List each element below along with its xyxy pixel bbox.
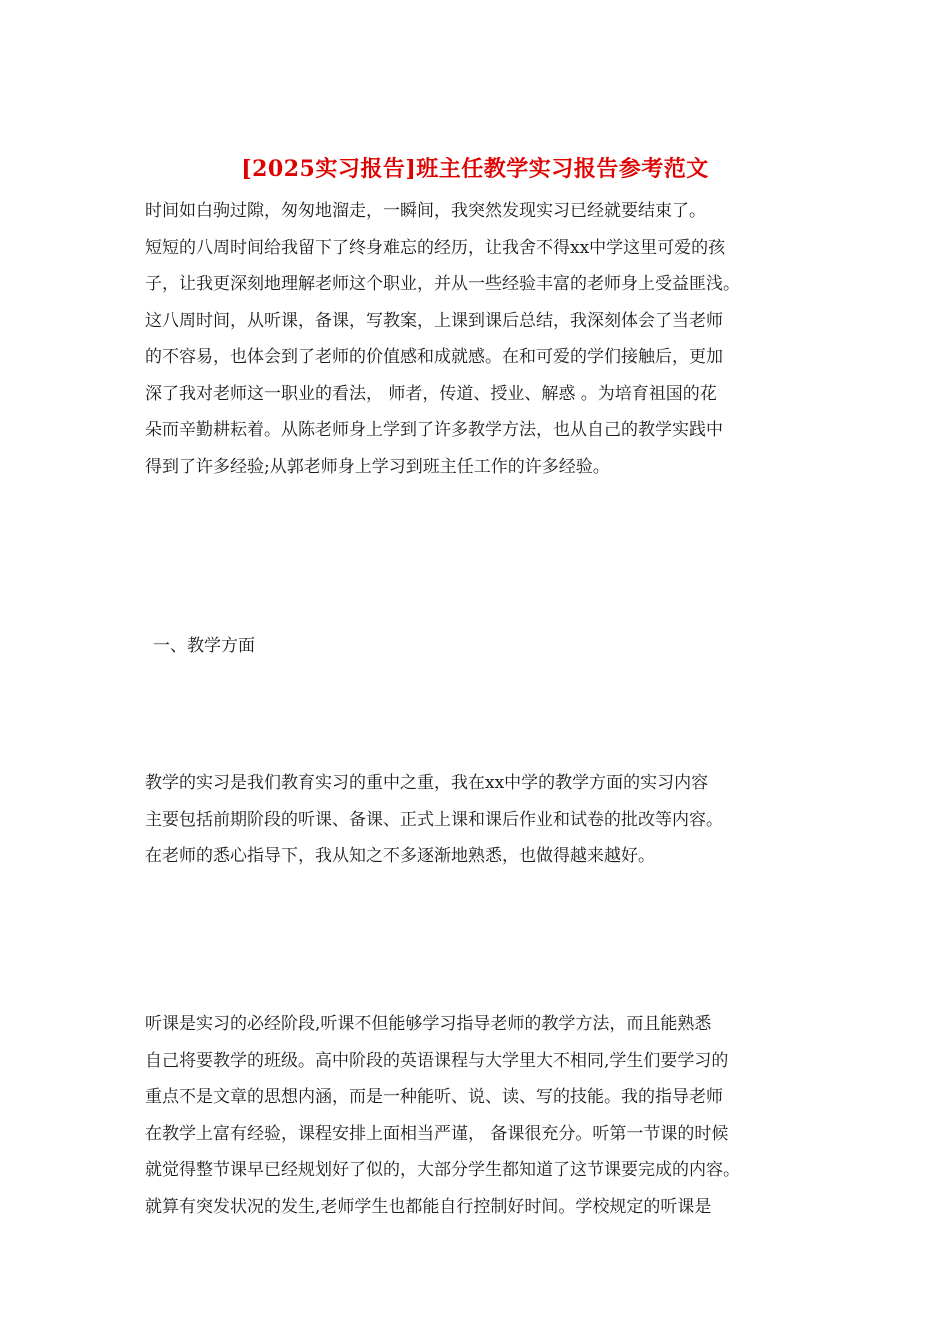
paragraph-line: 子，让我更深刻地理解老师这个职业，并从一些经验丰富的老师身上受益匪浅。: [145, 274, 740, 294]
teaching-paragraph: [145, 765, 810, 875]
paragraph-line: 的不容易，也体会到了老师的价值感和成就感。在和可爱的学们接触后，更加: [145, 347, 723, 367]
paragraph-line: 在教学上富有经验，课程安排上面相当严谨， 备课很充分。听第一节课的时候: [145, 1123, 729, 1144]
paragraph-line: 在老师的悉心指导下，我从知之不多逐渐地熟悉，也做得越来越好。: [145, 846, 655, 866]
paragraph-line: 这八周时间，从听课，备课，写教案，上课到课后总结，我深刻体会了当老师: [145, 310, 723, 331]
document-title: [2025实习报告]班主任教学实习报告参考范文: [241, 156, 709, 182]
paragraph-line: 短短的八周时间给我留下了终身难忘的经历，让我舍不得xx中学这里可爱的孩: [145, 237, 726, 258]
paragraph-line: 重点不是文章的思想内涵，而是一种能听、说、读、写的技能。我的指导老师: [145, 1087, 723, 1107]
intro-paragraph: [145, 193, 810, 485]
paragraph-line: 主要包括前期阶段的听课、备课、正式上课和课后作业和试卷的批改等内容。: [145, 809, 723, 830]
section-heading: [153, 628, 818, 665]
paragraph-line: 就觉得整节课早已经规划好了似的，大部分学生都知道了这节课要完成的内容。: [145, 1160, 740, 1180]
paragraph-line: 自己将要教学的班级。高中阶段的英语课程与大学里大不相同,学生们要学习的: [145, 1050, 729, 1071]
paragraph-line: 就算有突发状况的发生,老师学生也都能自行控制好时间。学校规定的听课是: [145, 1196, 712, 1217]
paragraph-line: 听课是实习的必经阶段,听课不但能够学习指导老师的教学方法，而且能熟悉: [145, 1014, 712, 1034]
observation-paragraph: [145, 1006, 810, 1225]
section-heading-text: 一、教学方面: [153, 636, 255, 656]
paragraph-line: 教学的实习是我们教育实习的重中之重，我在xx中学的教学方面的实习内容: [145, 773, 709, 793]
paragraph-line: 时间如白驹过隙，匆匆地溜走，一瞬间，我突然发现实习已经就要结束了。: [145, 201, 706, 221]
paragraph-line: 得到了许多经验;从郭老师身上学习到班主任工作的许多经验。: [145, 456, 610, 477]
paragraph-line: 深了我对老师这一职业的看法， 师者，传道、授业、解惑 。为培育祖国的花: [145, 383, 717, 404]
paragraph-line: 朵而辛勤耕耘着。从陈老师身上学到了许多教学方法，也从自己的教学实践中: [145, 420, 723, 440]
